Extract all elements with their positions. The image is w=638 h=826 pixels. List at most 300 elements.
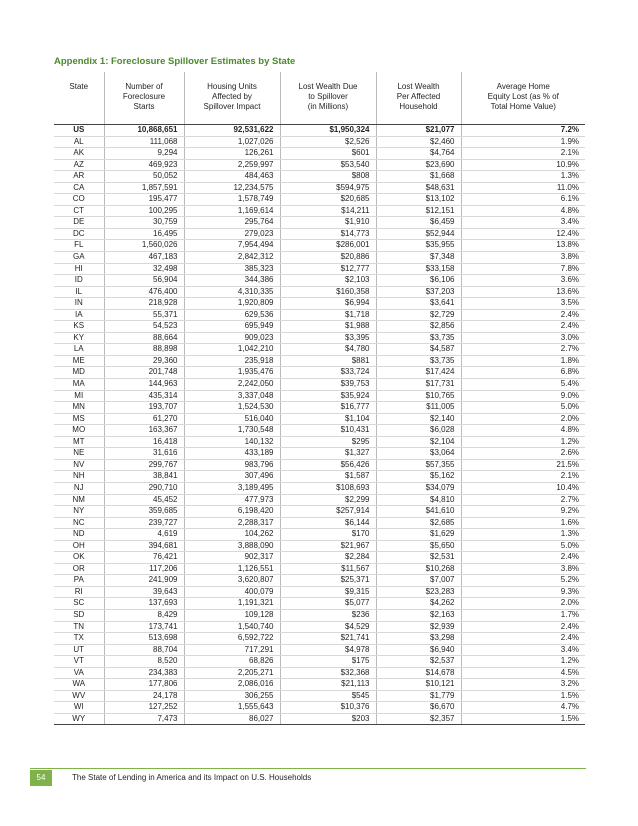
table-cell: 290,710 [104,482,184,494]
table-cell: $236 [280,609,376,621]
table-cell: 2,205,271 [184,667,280,679]
table-cell: 3.0% [461,332,585,344]
table-cell: HI [54,263,104,275]
table-cell: $3,735 [376,332,461,344]
table-row [54,702,585,714]
table-cell: $1,950,324 [280,125,376,137]
page-number: 54 [30,770,52,786]
table-cell: $1,668 [376,171,461,183]
table-cell: $10,431 [280,425,376,437]
table-cell: 234,383 [104,667,184,679]
table-cell: MO [54,425,104,437]
table-cell: 144,963 [104,379,184,391]
table-cell: 13.6% [461,286,585,298]
table-cell: NH [54,471,104,483]
table-cell: $56,426 [280,459,376,471]
table-cell: $33,724 [280,367,376,379]
table-cell: MD [54,367,104,379]
table-cell: FL [54,240,104,252]
table-cell: $881 [280,355,376,367]
table-cell: 32,498 [104,263,184,275]
table-cell: $2,140 [376,413,461,425]
table-row [54,125,585,137]
table-row [54,679,585,691]
table-cell: $21,741 [280,633,376,645]
table-cell: 7,473 [104,713,184,725]
table-cell: $1,327 [280,448,376,460]
table-cell: AL [54,136,104,148]
table-row [54,194,585,206]
table-cell: $594,975 [280,182,376,194]
table-cell: 400,079 [184,586,280,598]
table-cell: 6,592,722 [184,633,280,645]
table-cell: GA [54,252,104,264]
header-line: Affected by [212,92,252,101]
table-row [54,379,585,391]
table-cell: $2,103 [280,275,376,287]
footer-divider [30,768,586,769]
table-cell: 3.6% [461,275,585,287]
table-cell: 1,920,809 [184,298,280,310]
table-cell: $25,371 [280,575,376,587]
table-cell: 1.2% [461,436,585,448]
table-cell: WV [54,690,104,702]
table-cell: $23,690 [376,159,461,171]
header-line: Spillover Impact [203,102,261,111]
table-cell: 3,189,495 [184,482,280,494]
table-row [54,332,585,344]
table-cell: 88,704 [104,644,184,656]
table-cell: 137,693 [104,598,184,610]
table-cell: 5.2% [461,575,585,587]
table-cell: 1,560,026 [104,240,184,252]
table-cell: 241,909 [104,575,184,587]
table-cell: $1,718 [280,309,376,321]
table-row [54,609,585,621]
table-cell: OR [54,563,104,575]
table-cell: TX [54,633,104,645]
table-cell: $4,587 [376,344,461,356]
header-lost-wealth [280,72,376,125]
header-line: Starts [133,102,155,111]
table-cell: $2,526 [280,136,376,148]
table-cell: $33,158 [376,263,461,275]
table-cell: $32,368 [280,667,376,679]
table-cell: $7,007 [376,575,461,587]
table-cell: 1.5% [461,713,585,725]
table-cell: 8,429 [104,609,184,621]
table-row [54,656,585,668]
table-cell: 2,288,317 [184,517,280,529]
table-row [54,436,585,448]
table-cell: 435,314 [104,390,184,402]
header-state [54,72,104,125]
table-cell: AZ [54,159,104,171]
table-cell: $53,540 [280,159,376,171]
table-row [54,459,585,471]
table-cell: $1,988 [280,321,376,333]
table-cell: $10,376 [280,702,376,714]
table-cell: NJ [54,482,104,494]
table-cell: $20,886 [280,252,376,264]
table-cell: 92,531,622 [184,125,280,137]
header-housing-units [184,72,280,125]
table-cell: $48,631 [376,182,461,194]
table-cell: 1,540,740 [184,621,280,633]
table-cell: WI [54,702,104,714]
table-header-row [54,72,585,125]
header-line: to Spillover [308,92,348,101]
table-cell: 21.5% [461,459,585,471]
table-cell: SD [54,609,104,621]
table-cell: 2.6% [461,448,585,460]
table-row [54,240,585,252]
table-row [54,517,585,529]
table-row [54,529,585,541]
table-cell: 3.2% [461,679,585,691]
table-row [54,482,585,494]
table-cell: 3.8% [461,563,585,575]
table-cell: 24,178 [104,690,184,702]
table-row [54,633,585,645]
table-cell: $37,203 [376,286,461,298]
table-cell: KS [54,321,104,333]
table-cell: 201,748 [104,367,184,379]
table-row [54,182,585,194]
table-cell: 295,764 [184,217,280,229]
table-row [54,344,585,356]
table-cell: 4.5% [461,667,585,679]
table-cell: 117,206 [104,563,184,575]
table-cell: 86,027 [184,713,280,725]
table-cell: 50,052 [104,171,184,183]
table-cell: 469,923 [104,159,184,171]
table-cell: 4.8% [461,205,585,217]
table-cell: $2,939 [376,621,461,633]
table-cell: VT [54,656,104,668]
table-cell: 127,252 [104,702,184,714]
table-cell: ID [54,275,104,287]
table-cell: 6,198,420 [184,506,280,518]
table-cell: 100,295 [104,205,184,217]
table-cell: $2,729 [376,309,461,321]
table-cell: 2.7% [461,344,585,356]
table-cell: DE [54,217,104,229]
table-cell: CO [54,194,104,206]
table-cell: $545 [280,690,376,702]
table-cell: CA [54,182,104,194]
table-cell: 909,023 [184,332,280,344]
table-cell: 516,040 [184,413,280,425]
header-line: Total Home Value) [490,102,556,111]
table-cell: $160,358 [280,286,376,298]
table-cell: $10,268 [376,563,461,575]
table-cell: $21,967 [280,540,376,552]
table-cell: 1.2% [461,656,585,668]
table-cell: NV [54,459,104,471]
table-cell: 2.1% [461,148,585,160]
table-cell: $6,459 [376,217,461,229]
table-cell: 2.1% [461,471,585,483]
table-cell: $4,978 [280,644,376,656]
table-cell: $2,460 [376,136,461,148]
header-line: Average Home [496,82,550,91]
table-cell: 3.5% [461,298,585,310]
table-cell: $57,355 [376,459,461,471]
table-cell: $170 [280,529,376,541]
table-cell: 9.0% [461,390,585,402]
table-cell: 1.5% [461,690,585,702]
table-cell: 6.1% [461,194,585,206]
table-cell: 1,857,591 [104,182,184,194]
header-line: Equity Lost (as % of [487,92,559,101]
table-cell: 4.7% [461,702,585,714]
table-cell: $1,910 [280,217,376,229]
table-cell: 12.4% [461,228,585,240]
header-line: Lost Wealth [397,82,440,91]
table-cell: 7,954,494 [184,240,280,252]
table-cell: $257,914 [280,506,376,518]
table-cell: $39,753 [280,379,376,391]
table-cell: $2,685 [376,517,461,529]
table-cell: IL [54,286,104,298]
table-row [54,598,585,610]
table-cell: $13,102 [376,194,461,206]
table-cell: US [54,125,104,137]
table-cell: 30,759 [104,217,184,229]
table-cell: $2,357 [376,713,461,725]
table-cell: 1.8% [461,355,585,367]
table-cell: OH [54,540,104,552]
table-cell: 2.4% [461,633,585,645]
table-cell: 484,463 [184,171,280,183]
table-cell: 1,126,551 [184,563,280,575]
table-cell: $11,005 [376,402,461,414]
table-cell: $3,395 [280,332,376,344]
table-cell: $2,531 [376,552,461,564]
table-cell: $6,940 [376,644,461,656]
table-row [54,540,585,552]
table-cell: $23,283 [376,586,461,598]
table-cell: 1.9% [461,136,585,148]
table-cell: 3,337,048 [184,390,280,402]
table-row [54,171,585,183]
table-cell: MA [54,379,104,391]
table-cell: 4,310,335 [184,286,280,298]
table-cell: 1,730,548 [184,425,280,437]
table-row [54,621,585,633]
table-cell: $17,731 [376,379,461,391]
table-cell: 1.6% [461,517,585,529]
table-cell: 1,555,643 [184,702,280,714]
table-cell: $12,151 [376,205,461,217]
table-cell: $4,780 [280,344,376,356]
table-cell: $14,678 [376,667,461,679]
table-cell: 1,042,210 [184,344,280,356]
table-cell: $2,163 [376,609,461,621]
table-cell: $20,685 [280,194,376,206]
table-cell: $5,162 [376,471,461,483]
table-cell: 193,707 [104,402,184,414]
table-cell: CT [54,205,104,217]
table-cell: $6,670 [376,702,461,714]
table-cell: 239,727 [104,517,184,529]
table-cell: 1.3% [461,171,585,183]
table-cell: $808 [280,171,376,183]
table-cell: 695,949 [184,321,280,333]
table-cell: 344,386 [184,275,280,287]
table-cell: 307,496 [184,471,280,483]
table-row [54,298,585,310]
table-cell: 39,643 [104,586,184,598]
table-cell: 394,681 [104,540,184,552]
table-cell: 126,261 [184,148,280,160]
table-cell: $295 [280,436,376,448]
table-row [54,263,585,275]
table-cell: $3,735 [376,355,461,367]
table-cell: WA [54,679,104,691]
table-cell: 2.7% [461,494,585,506]
header-equity-lost [461,72,585,125]
table-cell: 2,259,997 [184,159,280,171]
table-row [54,563,585,575]
table-cell: $2,299 [280,494,376,506]
table-cell: MS [54,413,104,425]
table-cell: 140,132 [184,436,280,448]
table-row [54,148,585,160]
table-cell: RI [54,586,104,598]
table-row [54,402,585,414]
table-cell: OK [54,552,104,564]
table-row [54,413,585,425]
table-cell: 88,664 [104,332,184,344]
table-cell: VA [54,667,104,679]
table-cell: 433,189 [184,448,280,460]
table-cell: $34,079 [376,482,461,494]
table-cell: 2,842,312 [184,252,280,264]
table-cell: 218,928 [104,298,184,310]
table-cell: $5,650 [376,540,461,552]
table-cell: 29,360 [104,355,184,367]
table-cell: 477,973 [184,494,280,506]
table-cell: $203 [280,713,376,725]
table-cell: 476,400 [104,286,184,298]
table-cell: $1,779 [376,690,461,702]
table-cell: 104,262 [184,529,280,541]
table-cell: $3,064 [376,448,461,460]
table-cell: $3,298 [376,633,461,645]
table-cell: $41,610 [376,506,461,518]
table-row [54,252,585,264]
table-cell: PA [54,575,104,587]
table-row [54,275,585,287]
table-row [54,690,585,702]
table-cell: 3.4% [461,217,585,229]
table-cell: NC [54,517,104,529]
table-cell: 1,169,614 [184,205,280,217]
table-cell: 10.9% [461,159,585,171]
table-cell: 9,294 [104,148,184,160]
table-cell: $12,777 [280,263,376,275]
table-cell: 68,826 [184,656,280,668]
table-cell: $14,211 [280,205,376,217]
table-cell: ME [54,355,104,367]
table-cell: 2.4% [461,621,585,633]
table-cell: $4,810 [376,494,461,506]
table-row [54,321,585,333]
table-row [54,205,585,217]
table-cell: $286,001 [280,240,376,252]
table-row [54,471,585,483]
table-cell: 467,183 [104,252,184,264]
table-cell: 3,620,807 [184,575,280,587]
table-cell: $16,777 [280,402,376,414]
table-row [54,667,585,679]
table-cell: SC [54,598,104,610]
header-lost-wealth-per-household [376,72,461,125]
table-row [54,506,585,518]
header-foreclosure-starts [104,72,184,125]
table-cell: $14,773 [280,228,376,240]
table-cell: 9.2% [461,506,585,518]
table-cell: $10,765 [376,390,461,402]
appendix-title: Appendix 1: Foreclosure Spillover Estimates by State [54,56,296,67]
table-cell: 2.4% [461,321,585,333]
table-cell: 1.7% [461,609,585,621]
table-cell: 6.8% [461,367,585,379]
table-cell: 1,578,749 [184,194,280,206]
table-cell: 38,841 [104,471,184,483]
table-cell: 2.4% [461,309,585,321]
table-cell: $2,537 [376,656,461,668]
table-cell: 56,904 [104,275,184,287]
table-cell: $35,955 [376,240,461,252]
table-cell: 1,935,476 [184,367,280,379]
table-cell: MT [54,436,104,448]
table-row [54,367,585,379]
spillover-table [54,72,585,725]
table-cell: 16,418 [104,436,184,448]
table-cell: 3.8% [461,252,585,264]
table-cell: 1.3% [461,529,585,541]
table-cell: 55,371 [104,309,184,321]
table-cell: AR [54,171,104,183]
table-row [54,286,585,298]
table-cell: $52,944 [376,228,461,240]
table-body [54,125,585,725]
table-row [54,228,585,240]
table-cell: 2.0% [461,598,585,610]
table-cell: 2.4% [461,552,585,564]
table-row [54,159,585,171]
table-cell: $2,284 [280,552,376,564]
table-cell: $10,121 [376,679,461,691]
table-cell: NY [54,506,104,518]
table-cell: 3,888,090 [184,540,280,552]
table-cell: 8,520 [104,656,184,668]
header-line: Lost Wealth Due [298,82,358,91]
table-cell: $9,315 [280,586,376,598]
header-line: Per Affected [396,92,441,101]
table-cell: 45,452 [104,494,184,506]
table-cell: 902,317 [184,552,280,564]
table-cell: $6,106 [376,275,461,287]
table-cell: $17,424 [376,367,461,379]
table-cell: $4,529 [280,621,376,633]
table-cell: NE [54,448,104,460]
header-line: Foreclosure [122,92,166,101]
table-cell: 61,270 [104,413,184,425]
